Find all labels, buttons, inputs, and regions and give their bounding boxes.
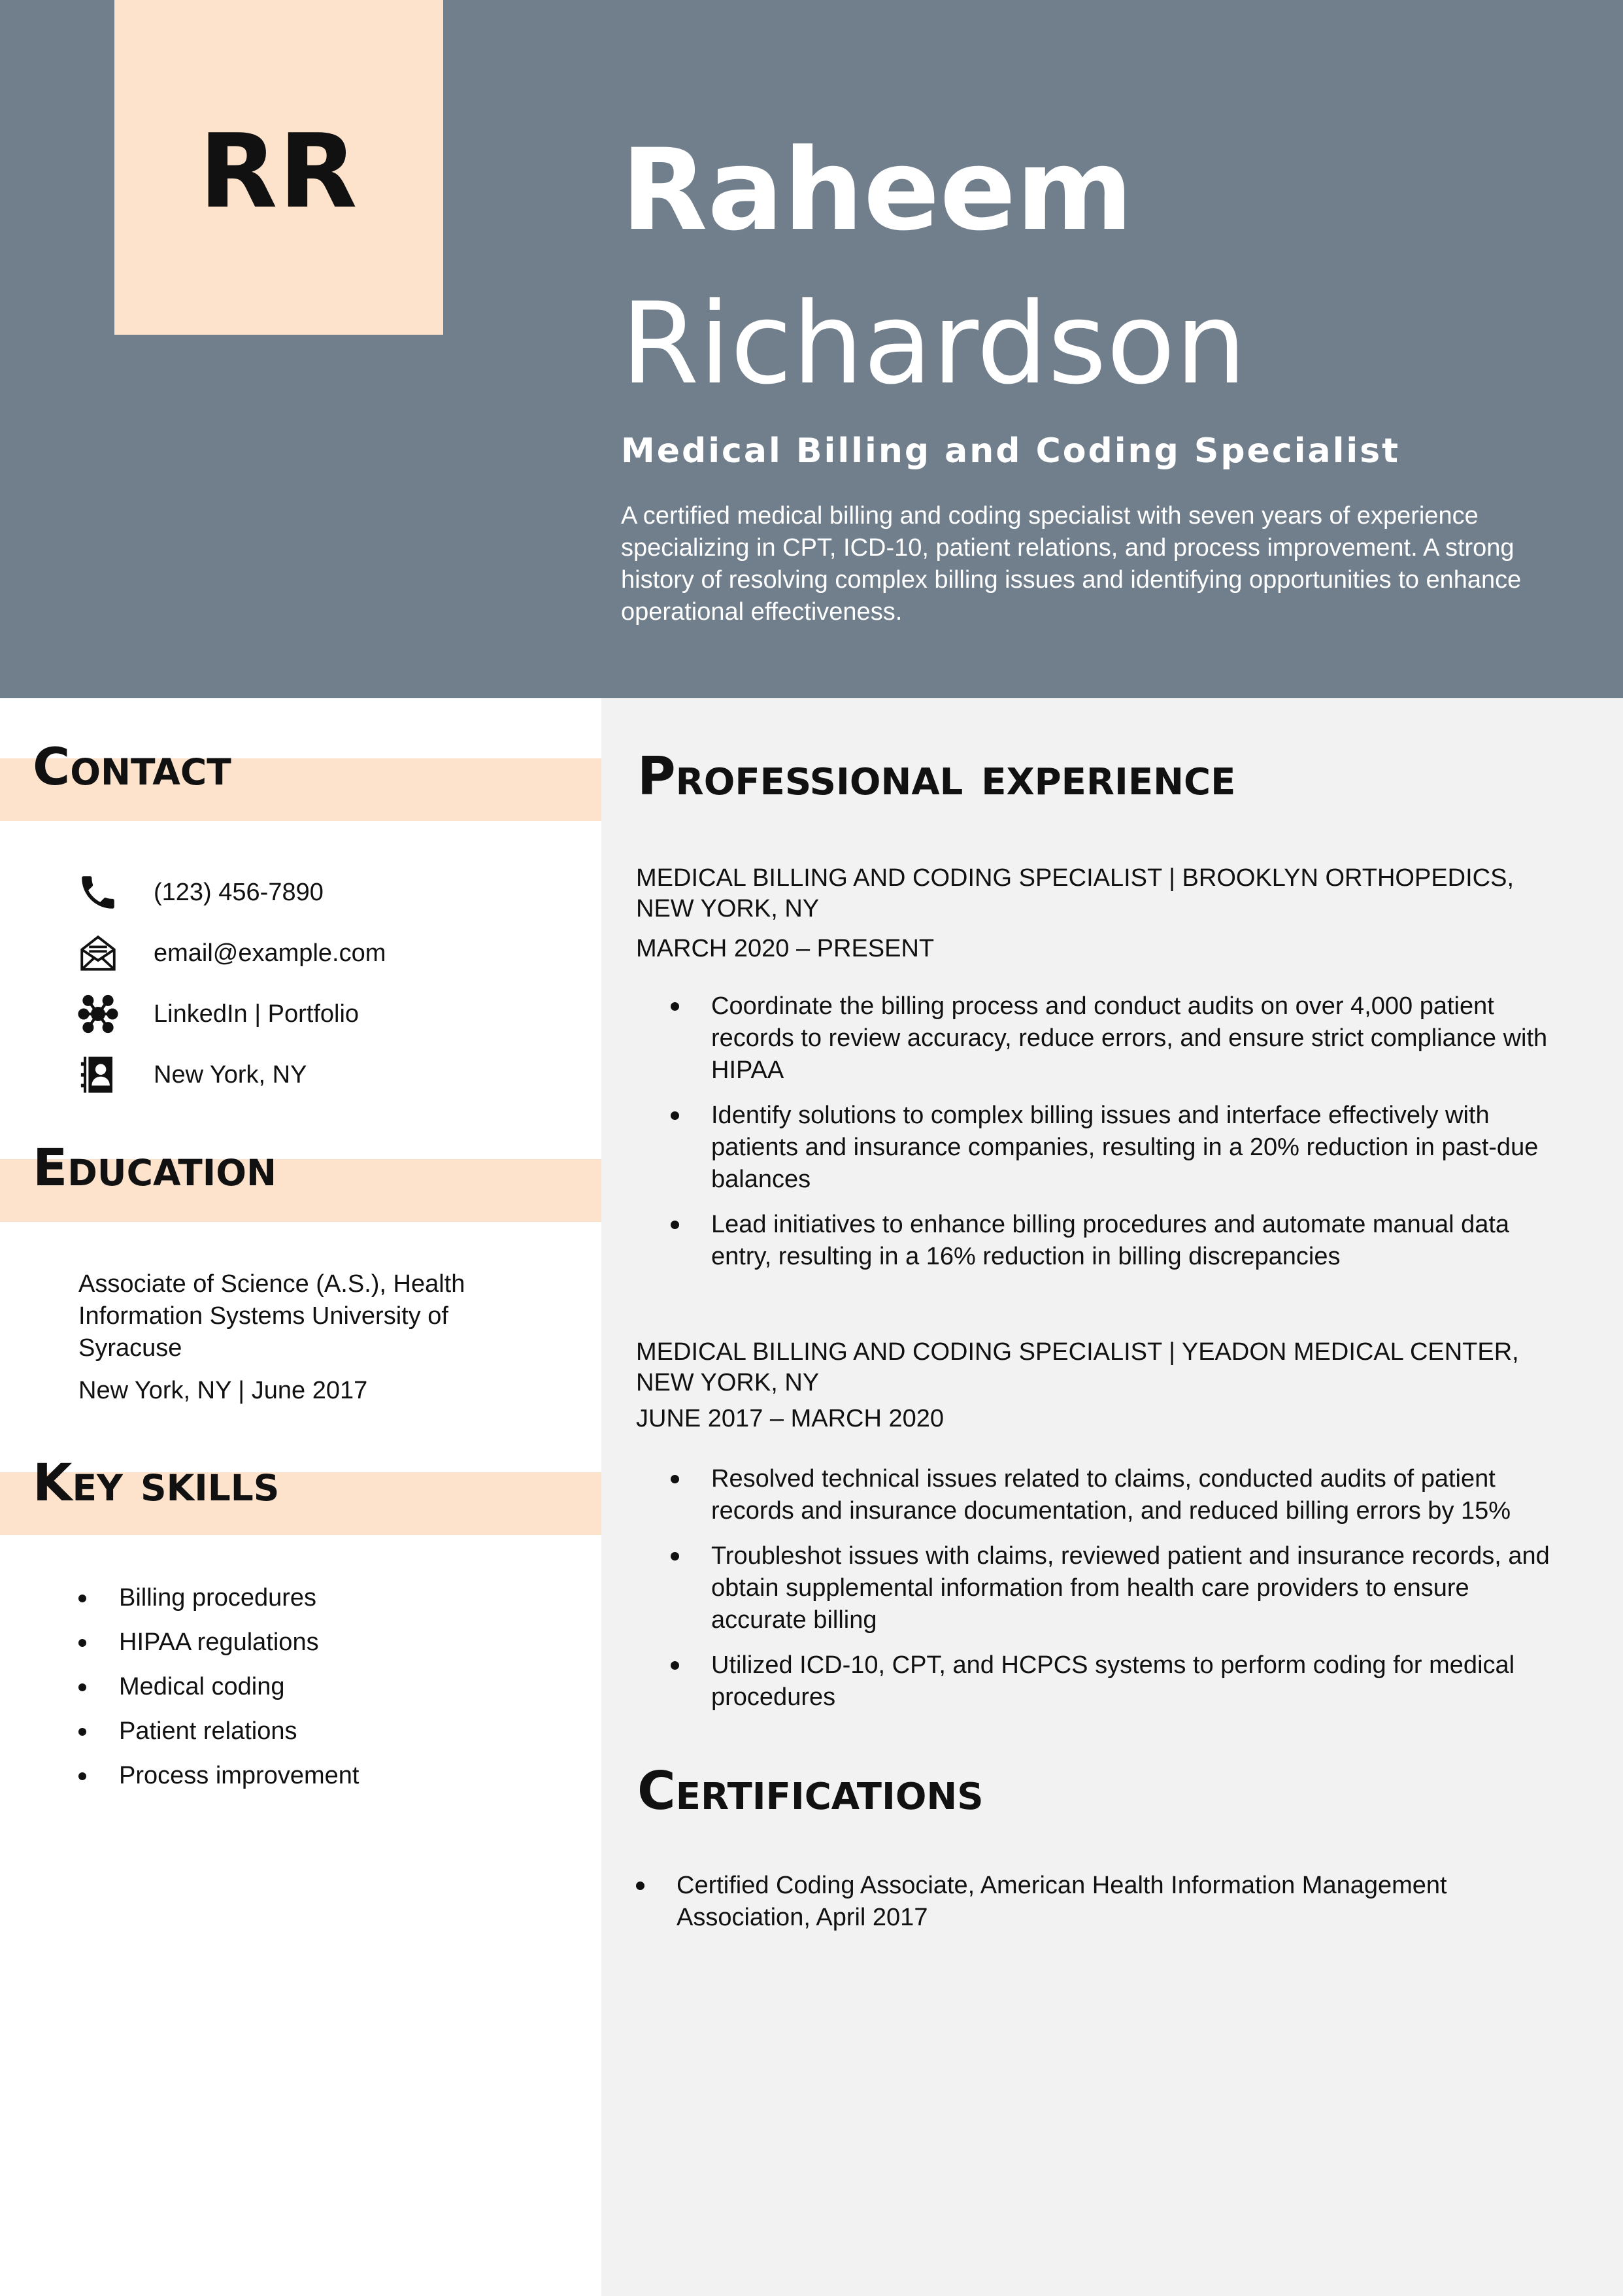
monogram: RR: [199, 112, 359, 231]
education-heading: Education: [33, 1139, 277, 1198]
list-item: HIPAA regulations: [78, 1620, 359, 1664]
certifications-list: [636, 1870, 1551, 1934]
list-item: Troubleshot issues with claims, reviewed patient and insurance records, and obtain supplemental information from health care providers to ensure accurate billing: [636, 1540, 1551, 1636]
education-location-date: New York, NY | June 2017: [78, 1377, 368, 1404]
contact-phone: [75, 869, 324, 915]
job-entry: [636, 863, 1551, 1286]
envelope-icon: [75, 930, 121, 976]
job-title-company: MEDICAL BILLING AND CODING SPECIALIST | YEADON MEDICAL CENTER, NEW YORK, NY: [636, 1338, 1519, 1396]
skills-list: [78, 1576, 359, 1798]
contact-location: [75, 1052, 307, 1098]
phone-number: (123) 456-7890: [154, 878, 324, 906]
network-icon: [75, 991, 121, 1037]
job-dates: MARCH 2020 – PRESENT: [636, 935, 935, 962]
contact-links: [75, 991, 359, 1037]
phone-icon: [75, 869, 121, 915]
summary: A certified medical billing and coding specialist with seven years of experience specializing in CPT, ICD-10, patient relations, and process improvement. A strong history of resolving complex billing issues and identifying opportunities to enhance operational effectiveness.: [621, 502, 1522, 626]
certifications-heading: Certifications: [637, 1761, 984, 1821]
job-bullets: [636, 1463, 1551, 1714]
education-entry: [78, 1268, 523, 1407]
list-item: Utilized ICD-10, CPT, and HCPCS systems to perform coding for medical procedures: [636, 1649, 1551, 1714]
job-bullets: [636, 990, 1551, 1273]
list-item: Resolved technical issues related to claims, conducted audits of patient records and insurance documentation, and reduced billing errors by 15%: [636, 1463, 1551, 1527]
list-item: Lead initiatives to enhance billing procedures and automate manual data entry, resulting in a 16% reduction in billing discrepancies: [636, 1209, 1551, 1273]
location: New York, NY: [154, 1060, 307, 1089]
contact-heading: Contact: [33, 738, 231, 797]
list-item: Process improvement: [78, 1753, 359, 1798]
email: email@example.com: [154, 939, 386, 967]
list-item: Coordinate the billing process and conduct audits on over 4,000 patient records to review accuracy, reduce errors, and ensure strict compliance with HIPAA: [636, 990, 1551, 1087]
address-book-icon: [75, 1052, 121, 1098]
skills-heading: Key skills: [33, 1454, 280, 1513]
list-item: Patient relations: [78, 1709, 359, 1753]
job-title: Medical Billing and Coding Specialist: [621, 431, 1401, 471]
job-title-company: MEDICAL BILLING AND CODING SPECIALIST | BROOKLYN ORTHOPEDICS, NEW YORK, NY: [636, 864, 1514, 922]
degree: Associate of Science (A.S.), Health Information Systems University of Syracuse: [78, 1270, 465, 1362]
list-item: Identify solutions to complex billing issues and interface effectively with patients and insurance companies, resulting in a 20% reduction in past-due balances: [636, 1100, 1551, 1196]
job-entry: [636, 1337, 1551, 1727]
first-name: Raheem: [621, 124, 1133, 256]
header-banner: [0, 0, 1623, 698]
list-item: Medical coding: [78, 1664, 359, 1709]
monogram-box: [114, 0, 443, 335]
contact-email: [75, 930, 386, 976]
last-name: Richardson: [621, 278, 1247, 409]
list-item: Billing procedures: [78, 1576, 359, 1620]
linkedin-portfolio[interactable]: LinkedIn | Portfolio: [154, 1000, 360, 1028]
job-dates: JUNE 2017 – MARCH 2020: [636, 1405, 944, 1432]
list-item: Certified Coding Associate, American Health Information Management Association, April 2017: [636, 1870, 1551, 1934]
experience-heading: Professional experience: [637, 746, 1236, 807]
